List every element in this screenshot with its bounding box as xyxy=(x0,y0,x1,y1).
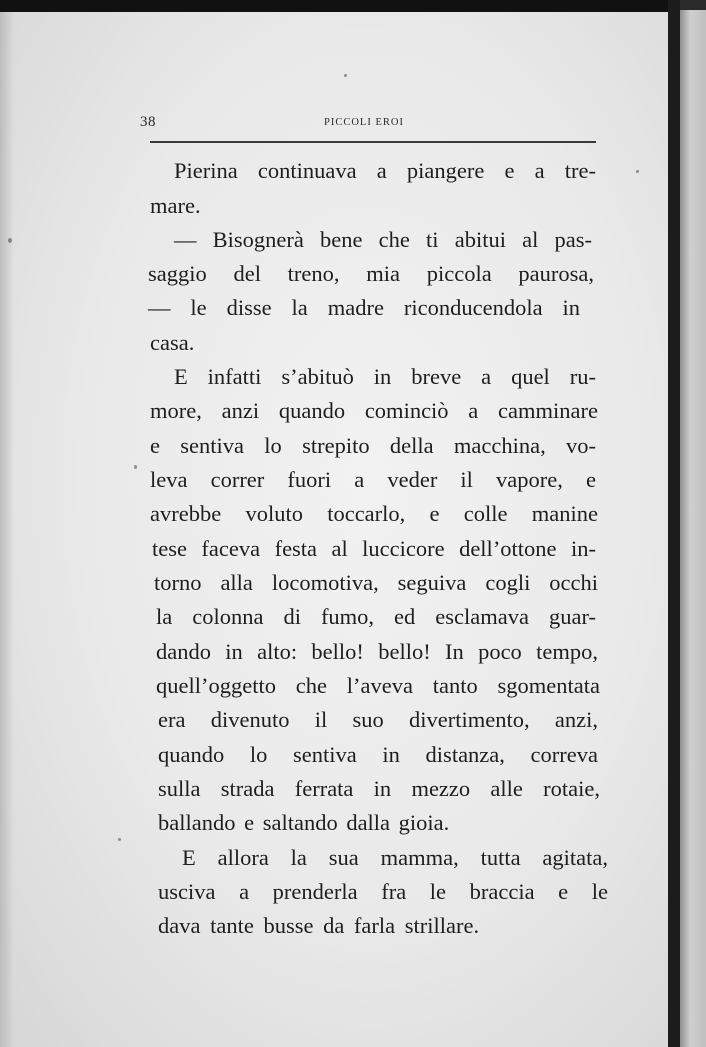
scan-speck xyxy=(134,465,137,469)
text-line: torno alla locomotiva, seguiva cogli occhi xyxy=(154,570,598,595)
text-line: — Bisognerà bene che ti abitui al pas- xyxy=(174,227,592,252)
scan-speck xyxy=(118,838,121,841)
text-line: avrebbe voluto toccarlo, e colle manine xyxy=(150,501,598,526)
running-title: PICCOLI EROI xyxy=(324,117,404,128)
text-line: quando lo sentiva in distanza, correva xyxy=(158,742,598,767)
text-line: mare. xyxy=(150,193,201,218)
text-line: E allora la sua mamma, tutta agitata, xyxy=(182,845,608,870)
text-line: Pierina continuava a piangere e a tre- xyxy=(174,158,596,183)
text-line: quell’oggetto che l’aveva tanto sgomentata xyxy=(156,673,600,698)
scan-speck xyxy=(8,238,12,243)
page-number: 38 xyxy=(140,114,156,130)
text-line: more, anzi quando cominciò a camminare xyxy=(150,398,598,423)
text-line: casa. xyxy=(150,330,195,355)
text-line: e sentiva lo strepito della macchina, vo- xyxy=(150,433,596,458)
text-line: dava tante busse da farla strillare. xyxy=(158,913,480,938)
text-line: saggio del treno, mia piccola paurosa, xyxy=(148,261,594,286)
scan-speck xyxy=(636,170,639,173)
text-line: — le disse la madre riconducendola in xyxy=(148,295,580,320)
text-line: la colonna di fumo, ed esclamava guar- xyxy=(156,604,596,629)
text-line: E infatti s’abituò in breve a quel ru- xyxy=(174,364,596,389)
text-line: ballando e saltando dalla gioia. xyxy=(158,810,450,835)
text-line: era divenuto il suo divertimento, anzi, xyxy=(158,707,598,732)
text-line: leva correr fuori a veder il vapore, e xyxy=(150,467,596,492)
text-line: tese faceva festa al luccicore dell’ottone in- xyxy=(152,536,596,561)
text-line: usciva a prenderla fra le braccia e le xyxy=(158,879,608,904)
scan-speck xyxy=(344,74,347,77)
text-line: dando in alto: bello! bello! In poco tempo, xyxy=(156,639,598,664)
text-line: sulla strada ferrata in mezzo alle rotaie, xyxy=(158,776,600,801)
